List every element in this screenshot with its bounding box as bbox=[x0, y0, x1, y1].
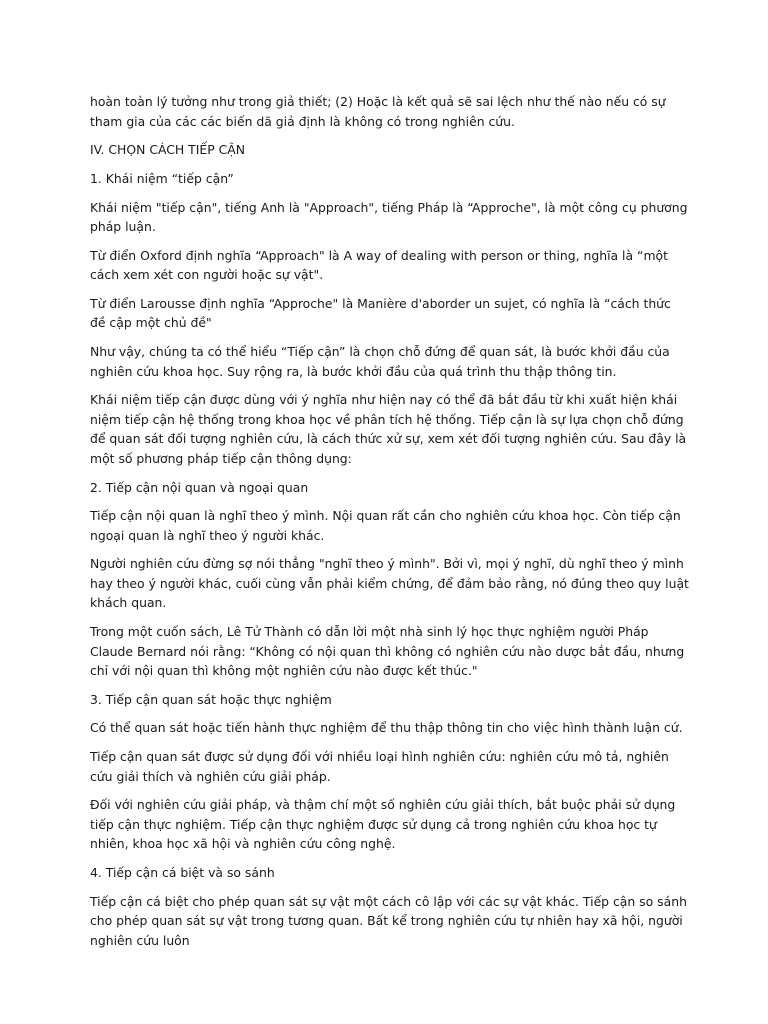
paragraph: Đối với nghiên cứu giải pháp, và thậm chí một số nghiên cứu giải thích, bắt buộc phải sử dụng tiếp cận thực nghiệm. Tiếp cận thực nghiệm được sử dụng cả trong nghiên cứu khoa học tự nhiên, khoa học xã hội và nghiên cứu công nghệ. bbox=[90, 797, 676, 852]
document-body bbox=[90, 92, 690, 959]
paragraph: Từ điển Oxford định nghĩa “Approach" là A way of dealing with person or thing, nghĩa là “một cách xem xét con người hoặc sự vật". bbox=[90, 247, 668, 283]
paragraph: Tiếp cận nội quan là nghĩ theo ý mình. Nội quan rất cần cho nghiên cứu khoa học. Còn tiếp cận ngoại quan là nghĩ theo ý người khác. bbox=[90, 508, 681, 543]
paragraph: Từ điển Larousse định nghĩa “Approche" là Manière d'aborder un sujet, có nghĩa là “cách thức đề cập một chủ đề" bbox=[90, 295, 671, 331]
paragraph: Trong một cuốn sách, Lê Tử Thành có dẫn lời một nhà sinh lý học thực nghiệm người Pháp Claude Bernard nói rằng: “Không có nội quan thì không có nghiên cứu nào dược bắt đầu, nhưng chỉ với nội quan thì không một nghiên cứu nào được kết thúc." bbox=[90, 624, 685, 679]
subheading-2: 2. Tiếp cận nội quan và ngoại quan bbox=[90, 479, 309, 495]
paragraph-continuation: hoàn toàn lý tưởng như trong giả thiết; (2) Hoặc là kết quả sẽ sai lệch như thế nào nếu có sự tham gia của các các biến dã giả định là không có trong nghiên cứu. bbox=[90, 94, 666, 129]
subheading-1: 1. Khái niệm “tiếp cận” bbox=[90, 170, 234, 186]
paragraph: Tiếp cận cá biệt cho phép quan sát sự vật một cách cô lập với các sự vật khác. Tiếp cận so sánh cho phép quan sát sự vật trong tương quan. Bất kể trong nghiên cứu tự nhiên hay xã hội, người nghiên cứu luôn bbox=[90, 893, 687, 948]
paragraph: Tiếp cận quan sát được sử dụng đối với nhiều loại hình nghiên cứu: nghiên cứu mô tả, nghiên cứu giải thích và nghiên cứu giải pháp. bbox=[90, 749, 669, 784]
paragraph: Như vậy, chúng ta có thể hiểu “Tiếp cận” là chọn chỗ đứng để quan sát, là bước khởi đầu của nghiên cứu khoa học. Suy rộng ra, là bước khởi đầu của quá trình thu thập thông tin. bbox=[90, 344, 670, 379]
subheading-3: 3. Tiếp cận quan sát hoặc thực nghiệm bbox=[90, 691, 332, 707]
section-heading-iv: IV. CHỌN CÁCH TIẾP CẬN bbox=[90, 142, 246, 158]
subheading-4: 4. Tiếp cận cá biệt và so sánh bbox=[90, 865, 275, 880]
paragraph: Người nghiên cứu đừng sợ nói thẳng "nghĩ theo ý mình". Bởi vì, mọi ý nghĩ, dù nghĩ theo ý mình hay theo ý người khác, cuối cùng vẫn phải kiểm chứng, để đảm bảo rằng, nó đúng theo quy luật khách quan. bbox=[90, 556, 689, 611]
paragraph: Khái niệm tiếp cận được dùng với ý nghĩa như hiện nay có thể đã bắt đầu từ khi xuất hiện khái niệm tiếp cận hệ thống trong khoa học về phân tích hệ thống. Tiếp cận là sự lựa chọn chỗ đứng để quan sát đối tượng nghiên cứu, là cách thức xử sự, xem xét đối tượng nghiên cứu. Sau đây là một số phương pháp tiếp cận thông dụng: bbox=[90, 392, 687, 466]
paragraph: Khái niệm "tiếp cận", tiếng Anh là "Approach", tiếng Pháp là “Approche", là một công cụ phương pháp luận. bbox=[90, 199, 688, 235]
paragraph: Có thể quan sát hoặc tiến hành thực nghiệm để thu thập thông tin cho việc hình thành luận cứ. bbox=[90, 720, 683, 736]
